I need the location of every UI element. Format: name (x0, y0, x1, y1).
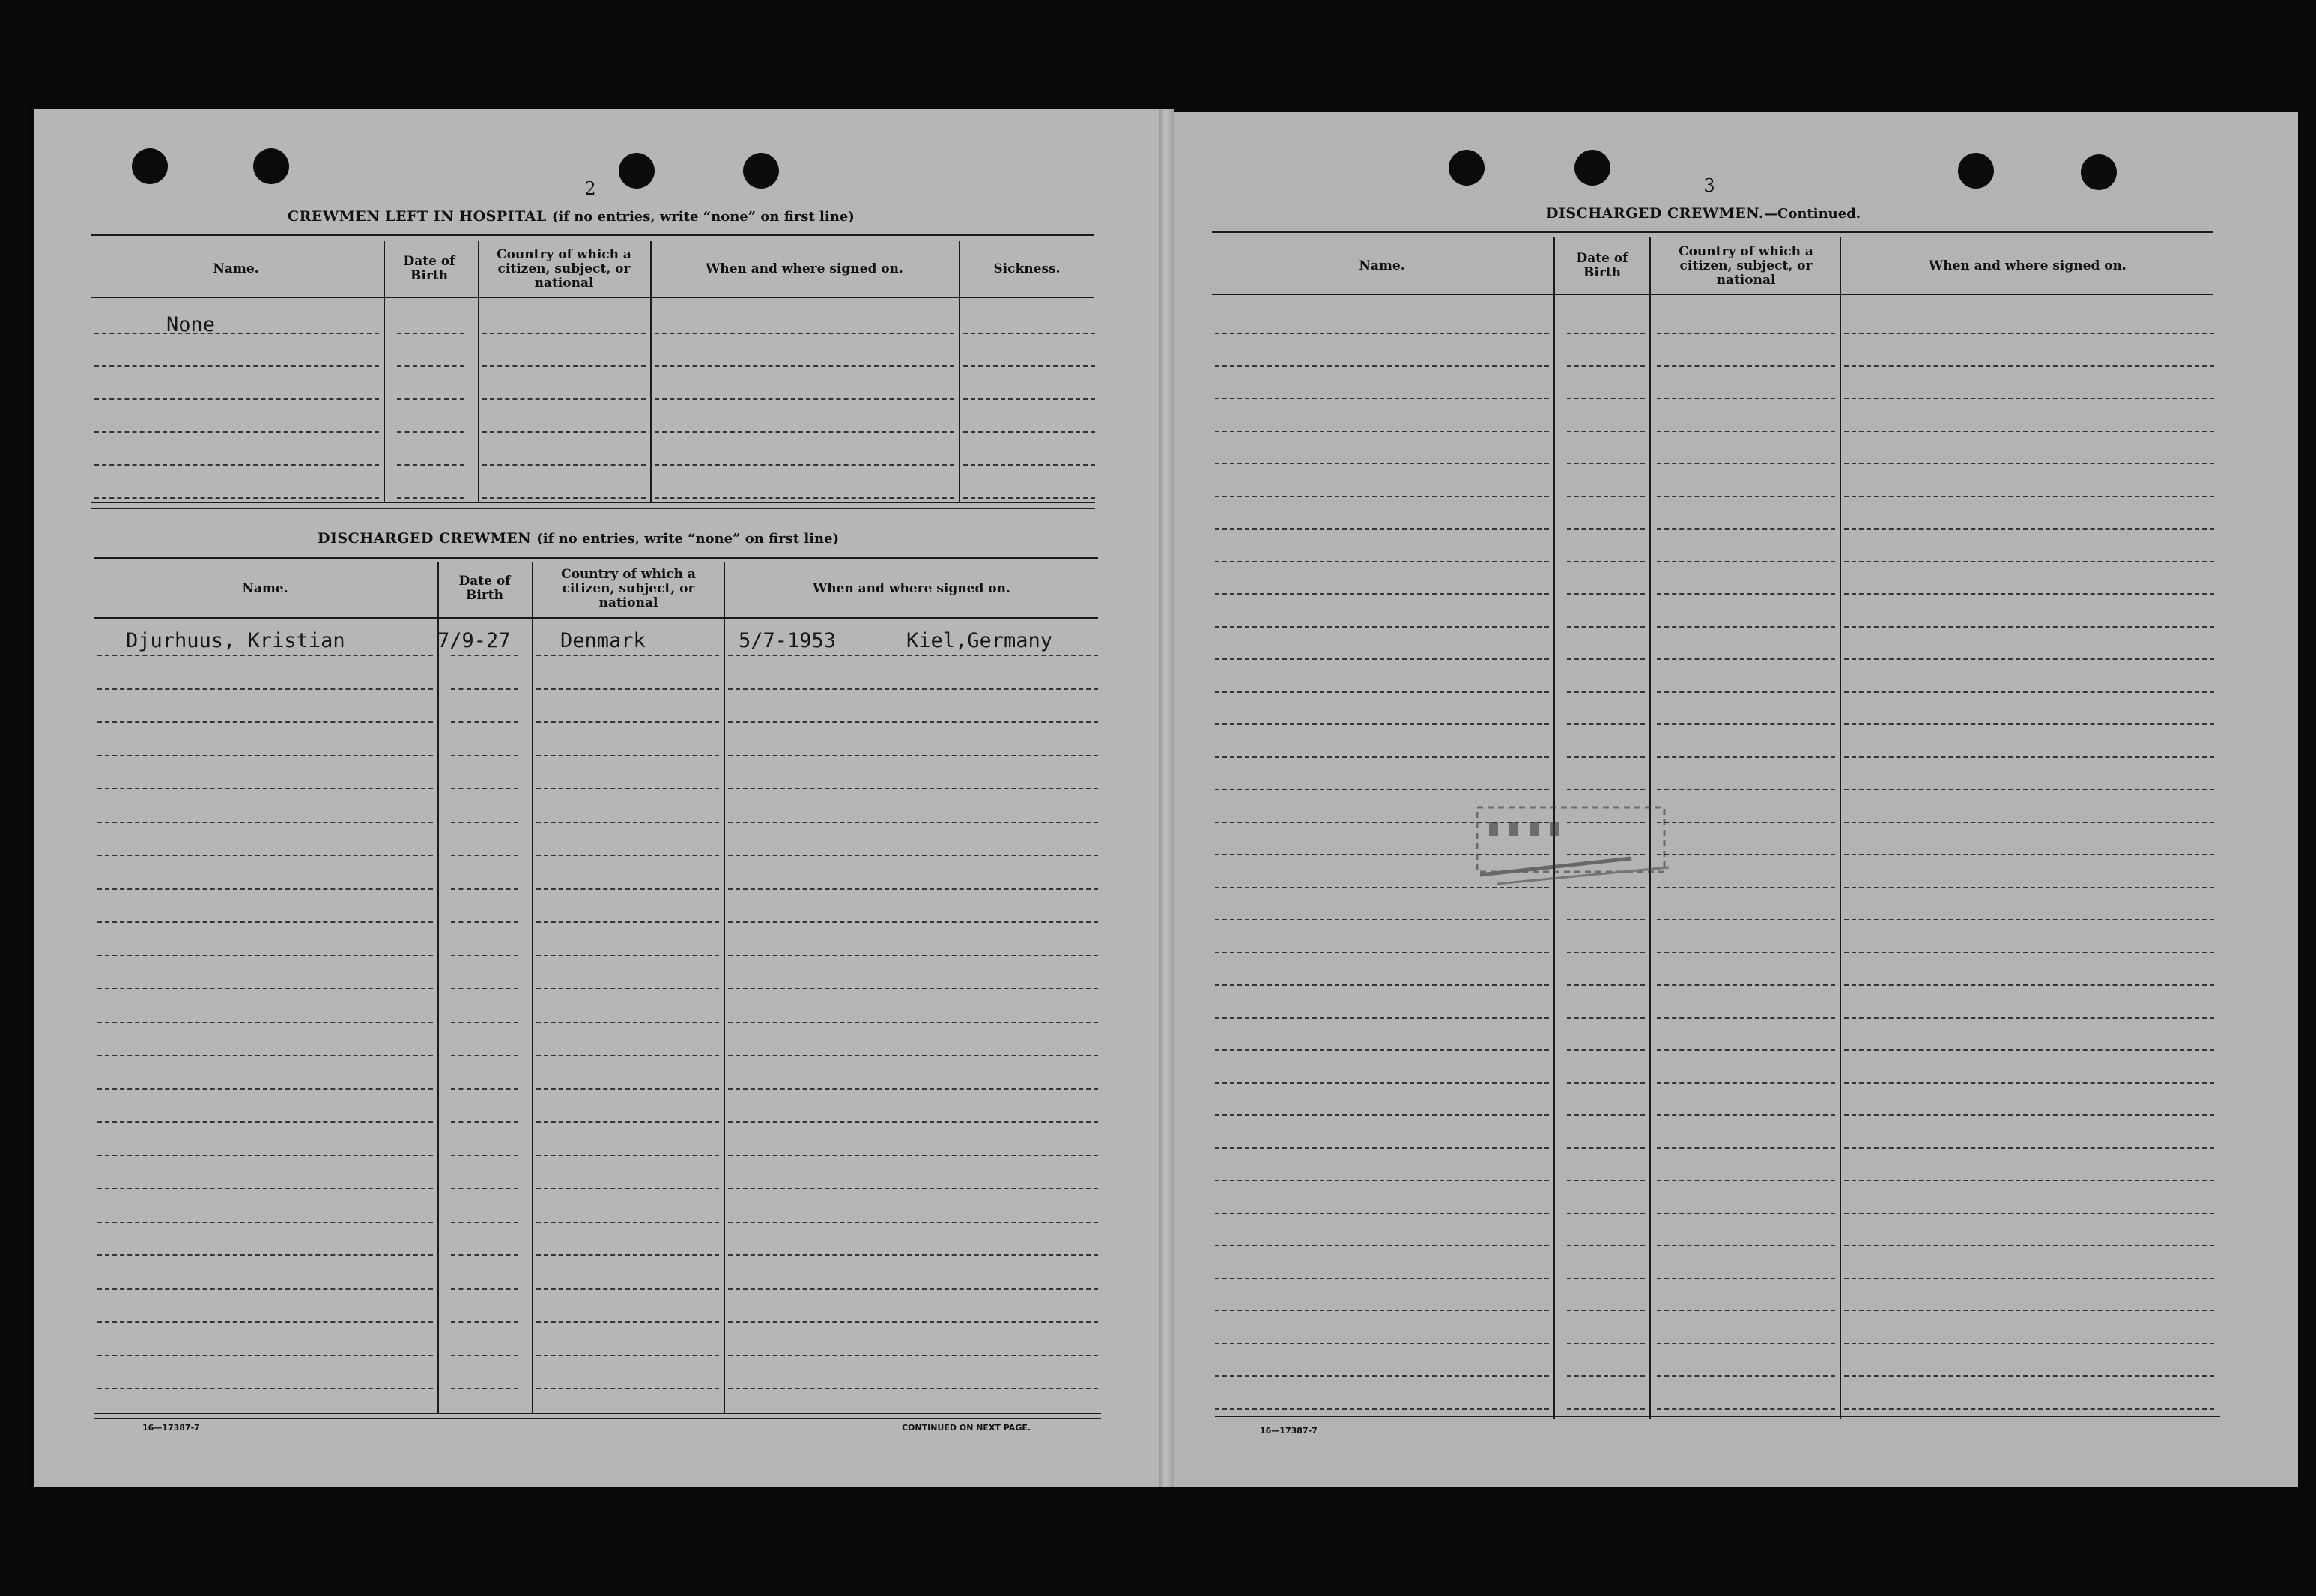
form-rule-line (536, 1055, 719, 1056)
hospital-title: CREWMEN LEFT IN HOSPITAL (288, 208, 547, 225)
form-rule-line (1657, 1245, 1835, 1246)
form-rule-line (536, 822, 719, 823)
form-rule-line (397, 398, 464, 400)
form-rule-line (1844, 528, 2214, 530)
form-rule-line (963, 464, 1095, 466)
form-rule-line (1657, 398, 1835, 399)
discharged-section-title (318, 530, 839, 547)
form-rule-line (1567, 658, 1645, 660)
form-rule-line (1215, 691, 1549, 693)
col-header-name: Name. (213, 261, 259, 276)
form-rule-line (536, 655, 719, 656)
col-header-country: Country of which a citizen, subject, or national (1679, 243, 1813, 288)
form-rule-line (1844, 723, 2214, 725)
form-rule-line (1844, 1310, 2214, 1311)
form-rule-line (397, 497, 464, 499)
form-rule-line (728, 1155, 1098, 1156)
form-rule-line (1844, 1278, 2214, 1279)
form-rule-line (1844, 952, 2214, 953)
form-rule-line (1215, 365, 1549, 367)
form-rule-line (1567, 463, 1645, 464)
form-rule-line (1844, 365, 2214, 367)
form-rule-line (1844, 1180, 2214, 1181)
form-rule-line (1215, 496, 1549, 497)
crewman-name: Djurhuus, Kristian (126, 629, 345, 652)
form-rule-line (1215, 1017, 1549, 1019)
form-rule-line (451, 921, 518, 923)
form-rule-line (1215, 1049, 1549, 1051)
form-rule-line (728, 1022, 1098, 1023)
form-rule-line (97, 1022, 433, 1023)
form-rule-line (1215, 593, 1549, 595)
form-rule-line (482, 464, 646, 466)
form-rule-line (536, 1222, 719, 1223)
col-header-name: Name. (1359, 258, 1405, 273)
form-rule-line (1567, 626, 1645, 628)
form-rule-line (1657, 789, 1835, 790)
form-rule-line (1657, 1017, 1835, 1019)
hospital-note: (if no entries, write “none” on first line) (551, 209, 855, 225)
form-rule-line (97, 1088, 433, 1090)
form-rule-line (1657, 1343, 1835, 1344)
form-rule-line (1215, 431, 1549, 432)
form-rule-line (655, 333, 954, 334)
form-rule-line (1657, 1147, 1835, 1149)
table-top-rule (91, 234, 1094, 236)
form-rule-line (1657, 431, 1835, 432)
col-header-name: Name. (242, 580, 288, 596)
col-header-date-of-birth: Date of Birth (458, 574, 511, 603)
punch-hole (1574, 150, 1610, 186)
punch-hole (619, 153, 655, 189)
form-rule-line (97, 1055, 433, 1056)
form-rule-line (728, 655, 1098, 656)
form-rule-line (451, 1088, 518, 1090)
discharged-title: DISCHARGED CREWMEN (318, 530, 532, 547)
form-rule-line (1215, 1375, 1549, 1377)
form-rule-line (1657, 1180, 1835, 1181)
form-rule-line (963, 431, 1095, 433)
form-rule-line (451, 955, 518, 956)
form-rule-line (451, 1355, 518, 1356)
form-rule-line (728, 955, 1098, 956)
form-rule-line (1844, 1082, 2214, 1084)
signed-on-place: Kiel,Germany (906, 629, 1053, 652)
form-rule-line (1657, 463, 1835, 464)
form-rule-line (1215, 789, 1549, 790)
form-rule-line (963, 497, 1095, 499)
form-rule-line (536, 1121, 719, 1123)
form-rule-line (1657, 365, 1835, 367)
form-rule-line (1567, 919, 1645, 920)
form-rule-line (97, 1388, 433, 1389)
form-rule-line (1215, 658, 1549, 660)
form-rule-line (1567, 496, 1645, 497)
form-rule-line (1657, 919, 1835, 920)
form-rule-line (482, 365, 646, 367)
form-rule-line (1215, 984, 1549, 986)
form-rule-line (1215, 919, 1549, 920)
form-rule-line (1844, 1114, 2214, 1116)
form-rule-line (451, 788, 518, 789)
form-rule-line (536, 1288, 719, 1290)
form-rule-line (1567, 756, 1645, 758)
form-rule-line (482, 431, 646, 433)
form-rule-line (1657, 1082, 1835, 1084)
form-rule-line (536, 688, 719, 690)
form-rule-line (451, 1388, 518, 1389)
form-rule-line (536, 1188, 719, 1189)
form-rule-line (482, 333, 646, 334)
form-rule-line (1567, 431, 1645, 432)
form-rule-line (1657, 1310, 1835, 1311)
form-rule-line (1567, 1180, 1645, 1181)
form-rule-line (1215, 1082, 1549, 1084)
form-rule-line (1567, 691, 1645, 693)
form-rule-line (1215, 626, 1549, 628)
form-rule-line (1567, 1408, 1645, 1410)
form-rule-line (1657, 952, 1835, 953)
form-rule-line (963, 365, 1095, 367)
form-rule-line (1657, 756, 1835, 758)
form-rule-line (1844, 984, 2214, 986)
form-rule-line (963, 333, 1095, 334)
col-header-signed-on: When and where signed on. (706, 261, 903, 276)
form-rule-line (1657, 333, 1835, 334)
form-rule-line (451, 1155, 518, 1156)
form-rule-line (1844, 919, 2214, 920)
form-rule-line (97, 888, 433, 890)
form-rule-line (1215, 333, 1549, 334)
form-rule-line (536, 1355, 719, 1356)
form-rule-line (1844, 1408, 2214, 1410)
form-rule-line (536, 1088, 719, 1090)
form-rule-line (728, 755, 1098, 756)
form-rule-line (451, 1022, 518, 1023)
form-rule-line (397, 431, 464, 433)
form-rule-line (1567, 1147, 1645, 1149)
form-rule-line (97, 788, 433, 789)
form-rule-line (97, 655, 433, 656)
form-rule-line (1844, 691, 2214, 693)
form-rule-line (536, 955, 719, 956)
col-header-country: Country of which a citizen, subject, or national (561, 566, 696, 610)
form-rule-line (728, 888, 1098, 890)
form-rule-line (728, 855, 1098, 856)
form-rule-line (97, 822, 433, 823)
punch-hole (132, 148, 168, 184)
form-rule-line (1844, 496, 2214, 497)
form-rule-line (97, 855, 433, 856)
form-rule-line (451, 988, 518, 989)
form-rule-line (536, 755, 719, 756)
form-rule-line (1215, 528, 1549, 530)
form-rule-line (728, 721, 1098, 723)
form-rule-line (1844, 1213, 2214, 1214)
form-rule-line (728, 1321, 1098, 1323)
discharged-continued-title (1546, 205, 1861, 222)
form-rule-line (1567, 1343, 1645, 1344)
rubber-stamp-mark (1467, 800, 1688, 896)
form-rule-line (728, 1088, 1098, 1090)
punch-hole (2081, 154, 2117, 190)
form-rule-line (1215, 1147, 1549, 1149)
form-rule-line (1215, 1310, 1549, 1311)
form-rule-line (1844, 1245, 2214, 1246)
form-rule-line (728, 688, 1098, 690)
form-rule-line (1567, 1375, 1645, 1377)
form-rule-line (1567, 1017, 1645, 1019)
right-page (1170, 112, 2298, 1487)
form-rule-line (728, 1121, 1098, 1123)
form-rule-line (536, 855, 719, 856)
page-number: 3 (1703, 175, 1715, 196)
form-rule-line (451, 855, 518, 856)
form-rule-line (94, 497, 379, 499)
form-rule-line (97, 721, 433, 723)
form-rule-line (1215, 723, 1549, 725)
form-rule-line (655, 365, 954, 367)
form-rule-line (1215, 463, 1549, 464)
form-rule-line (1844, 658, 2214, 660)
form-rule-line (1215, 952, 1549, 953)
form-rule-line (97, 755, 433, 756)
form-rule-line (1567, 365, 1645, 367)
form-rule-line (451, 655, 518, 656)
form-rule-line (1567, 1278, 1645, 1279)
punch-hole (1958, 153, 1994, 189)
form-rule-line (1567, 789, 1645, 790)
discharged-table-top-rule (94, 557, 1098, 559)
crewman-country: Denmark (560, 629, 646, 652)
form-rule-line (1567, 398, 1645, 399)
form-rule-line (655, 464, 954, 466)
form-rule-line (482, 398, 646, 400)
form-rule-line (451, 1055, 518, 1056)
discharged-note: (if no entries, write “none” on first line) (536, 531, 840, 547)
form-rule-line (1657, 626, 1835, 628)
form-rule-line (451, 755, 518, 756)
form-rule-line (1657, 1278, 1835, 1279)
form-rule-line (97, 688, 433, 690)
hospital-section-title (288, 208, 855, 225)
signed-on-date: 5/7-1953 (739, 629, 837, 652)
form-rule-line (94, 464, 379, 466)
form-rule-line (655, 497, 954, 499)
form-rule-line (1657, 1114, 1835, 1116)
form-rule-line (1567, 333, 1645, 334)
form-rule-line (1215, 1408, 1549, 1410)
form-rule-line (963, 398, 1095, 400)
form-rule-line (97, 1188, 433, 1189)
continued-suffix: —Continued. (1764, 206, 1861, 222)
punch-hole (743, 153, 779, 189)
form-rule-line (1657, 528, 1835, 530)
col-header-sickness: Sickness. (993, 261, 1061, 276)
form-rule-line (451, 721, 518, 723)
form-rule-line (451, 1288, 518, 1290)
form-rule-line (451, 1188, 518, 1189)
form-rule-line (94, 431, 379, 433)
form-rule-line (1567, 1310, 1645, 1311)
continued-note: CONTINUED ON NEXT PAGE. (902, 1423, 1031, 1433)
form-rule-line (1215, 1343, 1549, 1344)
form-rule-line (1844, 1049, 2214, 1051)
form-rule-line (1657, 593, 1835, 595)
form-rule-line (94, 365, 379, 367)
form-rule-line (1657, 561, 1835, 562)
form-rule-line (451, 1321, 518, 1323)
punch-hole (1449, 150, 1485, 186)
form-rule-line (1844, 1017, 2214, 1019)
form-rule-line (1215, 398, 1549, 399)
form-rule-line (97, 921, 433, 923)
col-header-signed-on: When and where signed on. (1929, 258, 2126, 273)
form-rule-line (1844, 626, 2214, 628)
form-rule-line (1657, 691, 1835, 693)
form-rule-line (536, 888, 719, 890)
form-rule-line (728, 1355, 1098, 1356)
form-rule-line (1657, 723, 1835, 725)
form-rule-line (397, 464, 464, 466)
form-rule-line (1657, 1213, 1835, 1214)
form-rule-line (451, 888, 518, 890)
form-rule-line (728, 921, 1098, 923)
form-rule-line (728, 1055, 1098, 1056)
form-rule-line (1657, 658, 1835, 660)
form-rule-line (1215, 561, 1549, 562)
form-rule-line (397, 333, 464, 334)
form-rule-line (397, 365, 464, 367)
form-rule-line (1844, 1147, 2214, 1149)
form-rule-line (1844, 463, 2214, 464)
form-number: 16—17387-7 (142, 1423, 200, 1433)
form-rule-line (1844, 333, 2214, 334)
form-number: 16—17387-7 (1260, 1426, 1318, 1436)
form-rule-line (728, 1188, 1098, 1189)
page-number: 2 (584, 178, 596, 199)
form-rule-line (728, 1254, 1098, 1256)
form-rule-line (1844, 789, 2214, 790)
header-bottom-rule (91, 297, 1094, 298)
form-rule-line (655, 398, 954, 400)
hospital-first-entry: None (166, 313, 216, 336)
form-rule-line (1657, 1049, 1835, 1051)
form-rule-line (1567, 952, 1645, 953)
form-rule-line (97, 988, 433, 989)
form-rule-line (97, 1222, 433, 1223)
form-rule-line (655, 431, 954, 433)
form-rule-line (1844, 854, 2214, 855)
form-rule-line (536, 921, 719, 923)
form-rule-line (536, 1022, 719, 1023)
form-rule-line (451, 1121, 518, 1123)
form-rule-line (1844, 822, 2214, 823)
form-rule-line (536, 1155, 719, 1156)
form-rule-line (1567, 593, 1645, 595)
form-rule-line (1567, 561, 1645, 562)
page-gutter (1159, 109, 1174, 1487)
form-rule-line (536, 1254, 719, 1256)
form-rule-line (1567, 1082, 1645, 1084)
form-rule-line (97, 1121, 433, 1123)
form-rule-line (97, 1254, 433, 1256)
discharged-title: DISCHARGED CREWMEN. (1546, 205, 1765, 222)
form-rule-line (451, 688, 518, 690)
form-rule-line (1215, 1213, 1549, 1214)
form-rule-line (1844, 1343, 2214, 1344)
form-rule-line (1657, 496, 1835, 497)
form-rule-line (1567, 1049, 1645, 1051)
form-rule-line (536, 788, 719, 789)
form-rule-line (451, 822, 518, 823)
form-rule-line (1567, 1114, 1645, 1116)
form-rule-line (97, 955, 433, 956)
form-rule-line (1215, 1245, 1549, 1246)
form-rule-line (94, 398, 379, 400)
form-rule-line (1844, 1375, 2214, 1377)
form-rule-line (536, 721, 719, 723)
form-rule-line (1657, 984, 1835, 986)
form-rule-line (728, 1222, 1098, 1223)
form-rule-line (728, 988, 1098, 989)
crewman-date-of-birth: 7/9-27 (437, 629, 511, 652)
col-header-signed-on: When and where signed on. (813, 580, 1010, 596)
form-rule-line (97, 1355, 433, 1356)
form-rule-line (1215, 1180, 1549, 1181)
form-rule-line (1215, 1278, 1549, 1279)
form-rule-line (1844, 887, 2214, 888)
form-rule-line (728, 822, 1098, 823)
form-rule-line (1567, 984, 1645, 986)
form-rule-line (728, 1388, 1098, 1389)
form-rule-line (1215, 756, 1549, 758)
form-rule-line (728, 788, 1098, 789)
col-header-date-of-birth: Date of Birth (403, 254, 455, 283)
form-rule-line (482, 497, 646, 499)
form-rule-line (1844, 431, 2214, 432)
col-header-country: Country of which a citizen, subject, or national (497, 246, 631, 291)
form-rule-line (451, 1254, 518, 1256)
form-rule-line (97, 1155, 433, 1156)
form-rule-line (536, 1388, 719, 1389)
form-rule-line (728, 1288, 1098, 1290)
form-rule-line (1567, 528, 1645, 530)
form-rule-line (1567, 1245, 1645, 1246)
form-rule-line (1844, 561, 2214, 562)
punch-hole (253, 148, 289, 184)
form-rule-line (1215, 1114, 1549, 1116)
form-rule-line (536, 1321, 719, 1323)
form-rule-line (94, 333, 379, 334)
form-rule-line (1844, 398, 2214, 399)
form-rule-line (451, 1222, 518, 1223)
form-rule-line (1567, 723, 1645, 725)
form-rule-line (1657, 1375, 1835, 1377)
form-rule-line (536, 988, 719, 989)
col-header-date-of-birth: Date of Birth (1576, 251, 1628, 280)
form-rule-line (1844, 593, 2214, 595)
form-rule-line (1657, 1408, 1835, 1410)
form-rule-line (1567, 1213, 1645, 1214)
form-rule-line (97, 1321, 433, 1323)
form-rule-line (97, 1288, 433, 1290)
form-rule-line (1844, 756, 2214, 758)
